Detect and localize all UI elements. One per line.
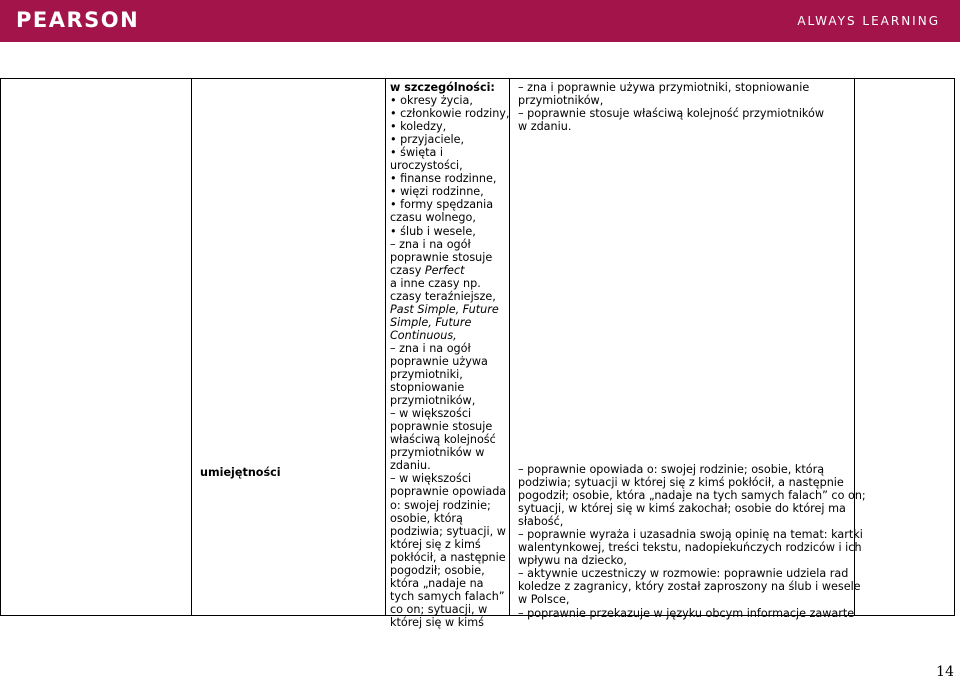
- text-line: – aktywnie uczestniczy w rozmowie: poprawnie udziela rad: [518, 567, 849, 581]
- text-line: pogodził; osobie, która „nadaje na tych samych falach” co on;: [518, 489, 866, 503]
- text-line: podziwia; sytuacji w której się z kimś pokłócił, a następnie: [518, 476, 844, 490]
- text-line: Simple, Future: [390, 315, 472, 329]
- text-line: • koledzy,: [390, 120, 447, 134]
- grade-cell-bottom: [518, 463, 866, 620]
- text-line: • więzi rodzinne,: [390, 185, 484, 199]
- text-line: – poprawnie przekazuje w języku obcym informacje zawarte: [518, 606, 855, 620]
- text-line: która „nadaje na: [390, 576, 484, 590]
- text-line: – poprawnie wyraża i uzasadnia swoją opinię na temat: kartki: [518, 528, 863, 542]
- text-line: sytuacji, w której się w kimś zakochał; osobie do której ma: [518, 502, 846, 516]
- text-line: Past Simple, Future: [390, 302, 499, 316]
- grade-cell-top: [518, 81, 824, 133]
- text-line: • okresy życia,: [390, 94, 473, 108]
- text-line: w zdaniu.: [518, 120, 572, 134]
- row-label: umiejętności: [200, 466, 281, 479]
- text-line: stopniowanie: [390, 381, 465, 395]
- text-line: a inne czasy np.: [390, 276, 481, 290]
- text-line: czasu wolnego,: [390, 211, 476, 225]
- text-line: podziwia; sytuacji, w: [390, 524, 506, 538]
- text-line: – poprawnie opowiada o: swojej rodzinie; osobie, którą: [518, 463, 825, 476]
- text-line: • finanse rodzinne,: [390, 172, 497, 186]
- text-line: osobie, którą: [390, 511, 463, 525]
- text-line: • członkowie rodziny,: [390, 107, 510, 121]
- text-line: – w większości: [390, 407, 472, 421]
- column-divider: [191, 79, 192, 615]
- text-line: – zna i na ogół: [390, 237, 471, 251]
- text-line: której się w kimś: [390, 615, 485, 629]
- text-line: w Polsce,: [518, 593, 570, 607]
- text-line: • przyjaciele,: [390, 133, 465, 147]
- text-line: poprawnie opowiada: [390, 485, 507, 499]
- text-line: przymiotniki,: [390, 368, 463, 382]
- column-divider: [385, 79, 386, 615]
- text-line: w szczególności:: [390, 81, 495, 94]
- text-line: wpływu na dziecko,: [518, 554, 627, 568]
- text-line: poprawnie używa: [390, 354, 488, 368]
- text-line: przymiotników,: [390, 394, 476, 408]
- text-line: czasy Perfect: [390, 263, 465, 277]
- tagline: ALWAYS LEARNING: [797, 14, 940, 28]
- criteria-table: [0, 78, 955, 629]
- text-line: • ślub i wesele,: [390, 224, 476, 238]
- text-line: koledze z zagranicy, który został zaproszony na ślub i wesele: [518, 580, 861, 594]
- text-line: przymiotników,: [518, 94, 604, 108]
- text-line: właściwą kolejność: [390, 433, 496, 447]
- page-number: 14: [936, 664, 954, 680]
- text-line: przymiotników w: [390, 446, 485, 460]
- text-line: tych samych falach”: [390, 589, 505, 603]
- text-line: Continuous,: [390, 328, 457, 342]
- text-line: słabość,: [518, 515, 564, 529]
- text-line: uroczystości,: [390, 159, 463, 173]
- requirements-cell: [390, 81, 509, 629]
- text-line: czasy teraźniejsze,: [390, 289, 496, 303]
- text-line: walentynkowej, treści tekstu, nadopiekuńczych rodziców i ich: [518, 541, 862, 555]
- text-line: • formy spędzania: [390, 198, 494, 212]
- text-line: – w większości: [390, 472, 472, 486]
- text-line: pogodził; osobie,: [390, 563, 485, 577]
- text-line: której się z kimś: [390, 537, 481, 551]
- text-line: co on; sytuacji, w: [390, 602, 488, 616]
- text-line: – zna i poprawnie używa przymiotniki, stopniowanie: [518, 81, 810, 94]
- header-banner: [0, 0, 960, 42]
- text-line: o: swojej rodzinie;: [390, 498, 491, 512]
- text-line: – zna i na ogół: [390, 341, 471, 355]
- text-line: poprawnie stosuje: [390, 250, 493, 264]
- pearson-logo: PEARSON: [16, 8, 140, 32]
- text-line: • święta i: [390, 146, 444, 160]
- text-line: zdaniu.: [390, 459, 431, 473]
- text-line: – poprawnie stosuje właściwą kolejność przymiotników: [518, 107, 825, 121]
- text-line: poprawnie stosuje: [390, 420, 493, 434]
- text-line: pokłócił, a następnie: [390, 550, 506, 564]
